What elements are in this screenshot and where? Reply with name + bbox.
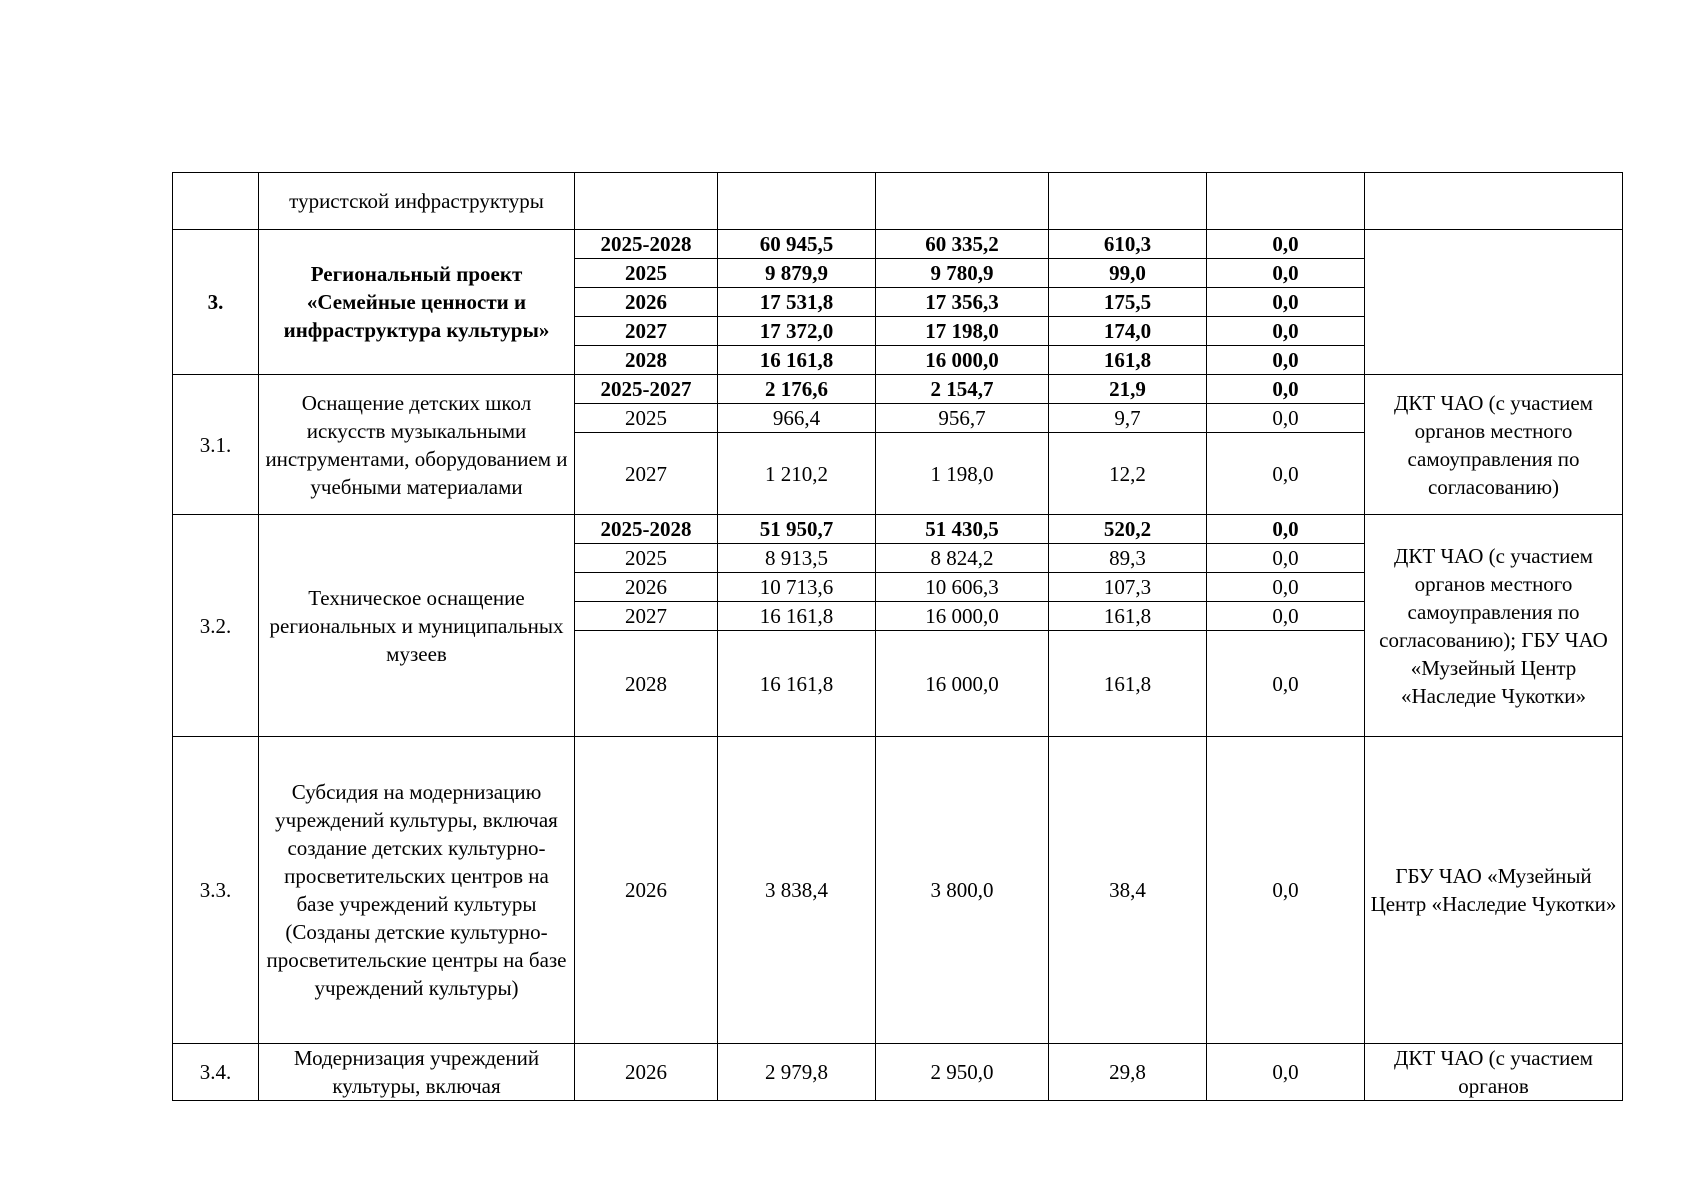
executor-cell <box>1365 230 1623 375</box>
local-cell: 0,0 <box>1207 573 1365 602</box>
total-cell: 17 531,8 <box>718 288 876 317</box>
federal-cell: 8 824,2 <box>876 544 1049 573</box>
executor-cell: ДКТ ЧАО (с участием органов местного самоуправления по согласованию) <box>1365 375 1623 515</box>
regional-cell: 520,2 <box>1049 515 1207 544</box>
executor-cell: ГБУ ЧАО «Музейный Центр «Наследие Чукотки» <box>1365 737 1623 1044</box>
executor-cell: ДКТ ЧАО (с участием органов <box>1365 1044 1623 1101</box>
regional-cell: 107,3 <box>1049 573 1207 602</box>
regional-cell: 161,8 <box>1049 602 1207 631</box>
row-number: 3. <box>173 230 259 375</box>
federal-cell: 3 800,0 <box>876 737 1049 1044</box>
regional-cell: 161,8 <box>1049 346 1207 375</box>
local-cell: 0,0 <box>1207 602 1365 631</box>
executor-cell: ДКТ ЧАО (с участием органов местного самоуправления по согласованию); ГБУ ЧАО «Музейный Центр «Наследие Чукотки» <box>1365 515 1623 737</box>
period-cell: 2025 <box>575 544 718 573</box>
period-cell: 2025-2028 <box>575 515 718 544</box>
period-cell: 2025 <box>575 404 718 433</box>
federal-cell: 60 335,2 <box>876 230 1049 259</box>
total-cell: 51 950,7 <box>718 515 876 544</box>
table-row <box>173 173 1623 230</box>
row-number: 3.1. <box>173 375 259 515</box>
regional-cell: 161,8 <box>1049 631 1207 737</box>
regional-cell: 38,4 <box>1049 737 1207 1044</box>
regional-cell: 610,3 <box>1049 230 1207 259</box>
period-cell: 2027 <box>575 602 718 631</box>
federal-cell: 16 000,0 <box>876 346 1049 375</box>
local-cell: 0,0 <box>1207 230 1365 259</box>
row-number: 3.2. <box>173 515 259 737</box>
total-cell: 16 161,8 <box>718 631 876 737</box>
regional-cell: 9,7 <box>1049 404 1207 433</box>
federal-cell: 10 606,3 <box>876 573 1049 602</box>
row-number: 3.4. <box>173 1044 259 1101</box>
local-cell: 0,0 <box>1207 1044 1365 1101</box>
federal-cell: 17 356,3 <box>876 288 1049 317</box>
total-cell: 1 210,2 <box>718 433 876 515</box>
local-cell: 0,0 <box>1207 737 1365 1044</box>
period-cell: 2025-2027 <box>575 375 718 404</box>
regional-cell: 29,8 <box>1049 1044 1207 1101</box>
period-cell: 2027 <box>575 433 718 515</box>
period-cell: 2026 <box>575 288 718 317</box>
table-row <box>173 1044 1623 1101</box>
local-cell: 0,0 <box>1207 433 1365 515</box>
row-number <box>173 173 259 230</box>
table-row <box>173 515 1623 544</box>
local-cell: 0,0 <box>1207 317 1365 346</box>
regional-cell: 12,2 <box>1049 433 1207 515</box>
regional-cell: 174,0 <box>1049 317 1207 346</box>
federal-cell: 2 950,0 <box>876 1044 1049 1101</box>
federal-cell: 956,7 <box>876 404 1049 433</box>
event-name: туристской инфраструктуры <box>259 173 575 230</box>
regional-cell: 89,3 <box>1049 544 1207 573</box>
period-cell: 2025 <box>575 259 718 288</box>
local-cell: 0,0 <box>1207 515 1365 544</box>
event-name: Субсидия на модернизацию учреждений культуры, включая создание детских культурно-просветительских центров на базе учреждений культуры (Созданы детские культурно-просветительские центры на базе учреждений культуры) <box>259 737 575 1044</box>
event-name: Техническое оснащение региональных и муниципальных музеев <box>259 515 575 737</box>
federal-cell: 17 198,0 <box>876 317 1049 346</box>
period-cell: 2026 <box>575 1044 718 1101</box>
total-cell: 16 161,8 <box>718 346 876 375</box>
period-cell: 2026 <box>575 737 718 1044</box>
period-cell: 2026 <box>575 573 718 602</box>
event-name: Оснащение детских школ искусств музыкальными инструментами, оборудованием и учебными материалами <box>259 375 575 515</box>
total-cell: 2 176,6 <box>718 375 876 404</box>
total-cell: 8 913,5 <box>718 544 876 573</box>
federal-cell: 9 780,9 <box>876 259 1049 288</box>
period-cell: 2028 <box>575 631 718 737</box>
table-row <box>173 375 1623 404</box>
regional-cell: 21,9 <box>1049 375 1207 404</box>
total-cell: 3 838,4 <box>718 737 876 1044</box>
total-cell: 17 372,0 <box>718 317 876 346</box>
federal-cell: 16 000,0 <box>876 631 1049 737</box>
total-cell: 9 879,9 <box>718 259 876 288</box>
federal-cell: 1 198,0 <box>876 433 1049 515</box>
local-cell: 0,0 <box>1207 375 1365 404</box>
budget-table <box>172 172 1623 1101</box>
total-cell: 60 945,5 <box>718 230 876 259</box>
federal-cell: 16 000,0 <box>876 602 1049 631</box>
local-cell: 0,0 <box>1207 404 1365 433</box>
total-cell: 10 713,6 <box>718 573 876 602</box>
local-cell: 0,0 <box>1207 288 1365 317</box>
table-row <box>173 737 1623 1044</box>
period-cell: 2025-2028 <box>575 230 718 259</box>
local-cell: 0,0 <box>1207 544 1365 573</box>
regional-cell: 175,5 <box>1049 288 1207 317</box>
regional-cell: 99,0 <box>1049 259 1207 288</box>
local-cell: 0,0 <box>1207 346 1365 375</box>
row-number: 3.3. <box>173 737 259 1044</box>
total-cell: 16 161,8 <box>718 602 876 631</box>
period-cell: 2028 <box>575 346 718 375</box>
local-cell: 0,0 <box>1207 631 1365 737</box>
period-cell: 2027 <box>575 317 718 346</box>
federal-cell: 2 154,7 <box>876 375 1049 404</box>
table-row <box>173 230 1623 259</box>
local-cell: 0,0 <box>1207 259 1365 288</box>
federal-cell: 51 430,5 <box>876 515 1049 544</box>
total-cell: 966,4 <box>718 404 876 433</box>
event-name: Модернизация учреждений культуры, включая <box>259 1044 575 1101</box>
total-cell: 2 979,8 <box>718 1044 876 1101</box>
project-name: Региональный проект «Семейные ценности и инфраструктура культуры» <box>259 230 575 375</box>
